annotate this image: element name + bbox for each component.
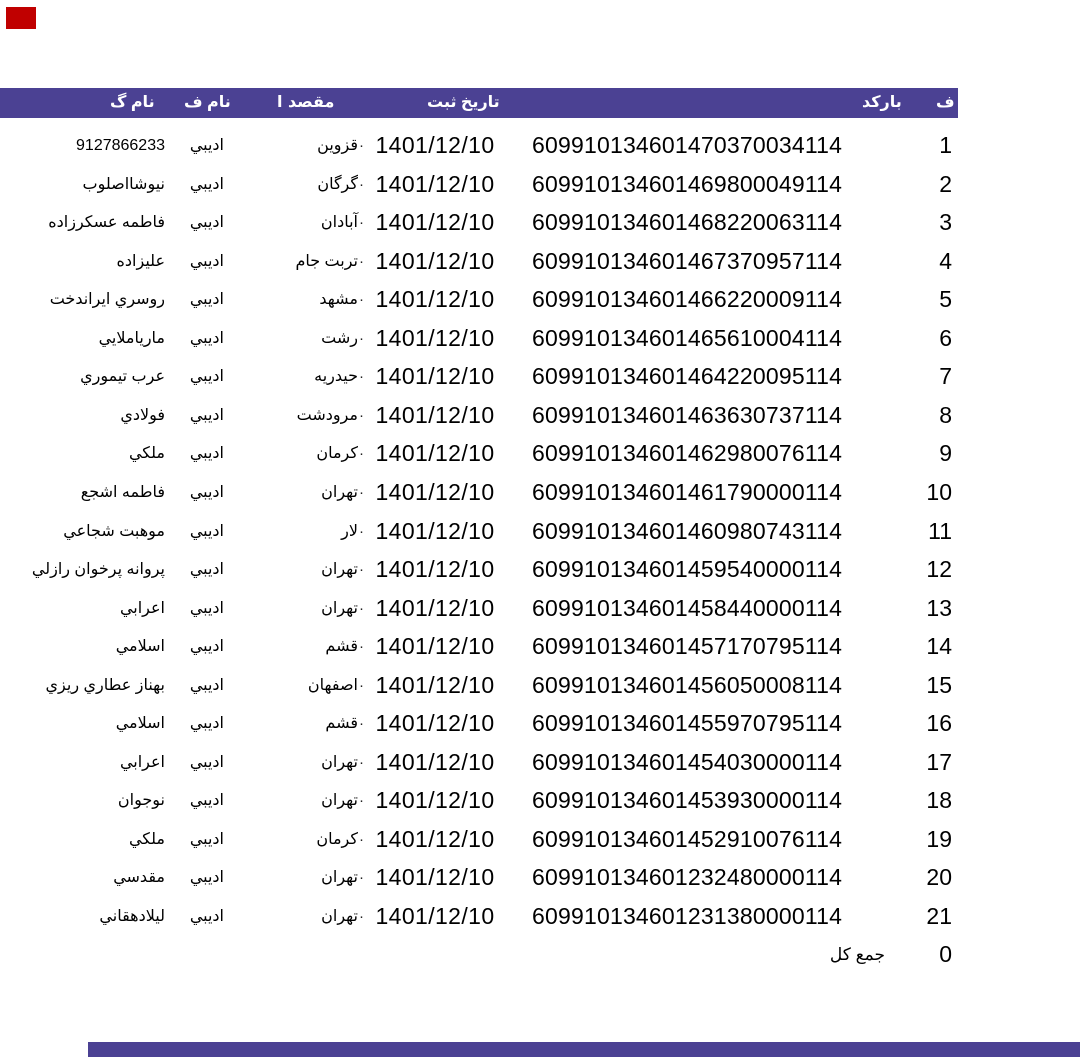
sender-name: اديبي: [189, 638, 224, 656]
receiver-name: عرب تيموري: [80, 368, 165, 386]
barcode-value: 609910134601453930000114: [532, 787, 843, 814]
table-row: [0, 165, 1080, 204]
destination: رشت: [321, 329, 358, 347]
destination: تهران: [321, 908, 358, 925]
register-date: 1401/12/10: [375, 517, 495, 544]
register-date: 1401/12/10: [375, 209, 495, 236]
total-label: جمع كل: [829, 945, 885, 964]
sender-name: اديبي: [189, 329, 224, 347]
table-row: [0, 434, 1080, 473]
destination: تهران: [321, 599, 358, 617]
barcode-value: 609910134601464220095114: [532, 363, 843, 390]
barcode-value: 609910134601465610004114: [532, 324, 843, 351]
table-row: [0, 666, 1080, 705]
barcode-value: 609910134601460980743114: [532, 517, 843, 544]
receiver-name: نوجوان: [117, 792, 165, 810]
column-header-receiver-name: نام گ: [110, 94, 155, 111]
register-date: 1401/12/10: [375, 556, 495, 583]
overflow-dot: ·: [359, 830, 364, 848]
table-row: [0, 743, 1080, 782]
register-date: 1401/12/10: [375, 324, 495, 351]
row-number: 15: [926, 671, 952, 698]
table-header-bar: [0, 88, 958, 118]
destination: آبادان: [320, 214, 358, 232]
overflow-dot: ·: [359, 252, 364, 270]
destination: قشم: [325, 638, 358, 656]
destination: تربت جام: [295, 252, 358, 270]
overflow-dot: ·: [359, 676, 364, 694]
overflow-dot: ·: [359, 175, 364, 193]
table-row: [0, 858, 1080, 897]
column-header-destination-clipped-char: ا: [277, 94, 283, 111]
table-row: [0, 550, 1080, 589]
barcode-value: 609910134601461790000114: [532, 478, 843, 505]
row-number: 18: [926, 787, 952, 814]
receiver-name: روسري ايراندخت: [49, 291, 165, 309]
sender-name: اديبي: [189, 483, 224, 501]
row-number: 11: [928, 517, 952, 544]
column-header-barcode: باركد: [862, 94, 902, 111]
sender-name: اديبي: [189, 406, 224, 424]
register-date: 1401/12/10: [375, 787, 495, 814]
barcode-value: 609910134601454030000114: [532, 748, 843, 775]
table-row: [0, 319, 1080, 358]
overflow-dot: ·: [359, 368, 364, 386]
column-header-row-number: ف: [936, 94, 955, 111]
receiver-name: فاطمه عسكرزاده: [48, 214, 165, 232]
table-row: [0, 473, 1080, 512]
receiver-name: ملكي: [128, 830, 165, 848]
overflow-dot: ·: [359, 792, 364, 810]
barcode-value: 609910134601467370957114: [532, 247, 843, 274]
sender-name: اديبي: [189, 137, 224, 154]
overflow-dot: ·: [359, 908, 364, 925]
overflow-dot: ·: [359, 561, 364, 579]
overflow-dot: ·: [359, 599, 364, 617]
barcode-value: 609910134601463630737114: [532, 401, 843, 428]
row-number: 12: [926, 556, 952, 583]
overflow-dot: ·: [359, 291, 364, 309]
barcode-value: 609910134601452910076114: [532, 825, 843, 852]
register-date: 1401/12/10: [375, 825, 495, 852]
sender-name: اديبي: [189, 291, 224, 309]
barcode-value: 609910134601457170795114: [532, 633, 843, 660]
row-number: 6: [939, 324, 952, 351]
overflow-dot: ·: [359, 137, 364, 154]
row-number: 7: [939, 363, 952, 390]
row-number: 21: [926, 903, 952, 929]
sender-name: اديبي: [189, 445, 224, 463]
destination: تهران: [321, 483, 358, 501]
receiver-name: اعرابي: [119, 753, 165, 771]
barcode-value: 609910134601459540000114: [532, 556, 843, 583]
row-number: 2: [939, 170, 952, 197]
row-number: 14: [926, 633, 952, 660]
receiver-name: عليزاده: [116, 252, 165, 270]
destination: گرگان: [317, 175, 358, 193]
next-page-header-fragment: [88, 1042, 1080, 1057]
register-date: 1401/12/10: [375, 748, 495, 775]
destination: لار: [341, 522, 358, 540]
sender-name: اديبي: [189, 830, 224, 848]
row-number: 5: [939, 286, 952, 313]
receiver-name: مقدسي: [113, 869, 165, 887]
sender-name: اديبي: [189, 676, 224, 694]
total-row: [0, 935, 1080, 974]
overflow-dot: ·: [359, 522, 364, 540]
destination: تهران: [321, 753, 358, 771]
row-number: 20: [926, 864, 952, 891]
row-number: 8: [939, 401, 952, 428]
table-row: [0, 203, 1080, 242]
overflow-dot: ·: [359, 445, 364, 463]
sender-name: اديبي: [189, 753, 224, 771]
register-date: 1401/12/10: [375, 286, 495, 313]
row-number: 10: [926, 478, 952, 505]
register-date: 1401/12/10: [375, 903, 495, 929]
sender-name: اديبي: [189, 561, 224, 579]
sender-name: اديبي: [189, 792, 224, 810]
column-header-sender-name: نام ف: [184, 94, 231, 111]
receiver-name: فاطمه اشجع: [80, 483, 165, 501]
receiver-name: موهبت شجاعي: [63, 522, 165, 540]
receiver-name: ملكي: [128, 445, 165, 463]
column-header-register-date: تاريخ ثبت: [427, 94, 500, 111]
row-number: 13: [926, 594, 952, 621]
receiver-name: اسلامي: [115, 638, 165, 656]
receiver-name: 9127866233: [76, 137, 165, 154]
sender-name: اديبي: [189, 599, 224, 617]
row-number: 9: [939, 440, 952, 467]
sender-name: اديبي: [189, 175, 224, 193]
sender-name: اديبي: [189, 252, 224, 270]
overflow-dot: ·: [359, 715, 364, 733]
row-number: 3: [939, 209, 952, 236]
receiver-name: مارياملايي: [98, 329, 165, 347]
register-date: 1401/12/10: [375, 594, 495, 621]
register-date: 1401/12/10: [375, 633, 495, 660]
destination: حيدريه: [314, 368, 358, 386]
row-number: 16: [926, 710, 952, 737]
register-date: 1401/12/10: [375, 440, 495, 467]
destination: كرمان: [316, 445, 358, 463]
destination: قشم: [325, 715, 358, 733]
overflow-dot: ·: [359, 406, 364, 424]
barcode-value: 609910134601456050008114: [532, 671, 843, 698]
sender-name: اديبي: [189, 214, 224, 232]
overflow-dot: ·: [359, 638, 364, 656]
register-date: 1401/12/10: [375, 864, 495, 891]
column-header-destination: مقصد: [288, 94, 335, 111]
table-row: [0, 589, 1080, 628]
table-row: [0, 704, 1080, 743]
sender-name: اديبي: [189, 869, 224, 887]
destination: تهران: [321, 561, 358, 579]
sender-name: اديبي: [189, 522, 224, 540]
row-number: 4: [939, 247, 952, 274]
destination: كرمان: [316, 830, 358, 848]
barcode-value: 609910134601458440000114: [532, 594, 843, 621]
total-value: 0: [939, 941, 952, 967]
table-row: [0, 396, 1080, 435]
destination: مشهد: [319, 291, 358, 309]
receiver-name: ليلادهقاني: [99, 908, 165, 925]
row-number: 19: [926, 825, 952, 852]
table-row: [0, 280, 1080, 319]
register-date: 1401/12/10: [375, 132, 495, 158]
table-row: [0, 512, 1080, 551]
barcode-value: 609910134601469800049114: [532, 170, 843, 197]
table-row: [0, 897, 1080, 936]
destination: تهران: [321, 869, 358, 887]
sender-name: اديبي: [189, 908, 224, 925]
receiver-name: نيوشااصلوب: [82, 175, 165, 193]
overflow-dot: ·: [359, 214, 364, 232]
table-row: [0, 126, 1080, 165]
register-date: 1401/12/10: [375, 401, 495, 428]
table-row: [0, 820, 1080, 859]
destination: مرودشت: [296, 406, 358, 424]
barcode-value: 609910134601462980076114: [532, 440, 843, 467]
receiver-name: اسلامي: [115, 715, 165, 733]
receiver-name: بهناز عطاري ريزي: [45, 676, 165, 694]
table-row: [0, 357, 1080, 396]
destination: قزوين: [317, 137, 358, 154]
table-row: [0, 781, 1080, 820]
barcode-value: 609910134601468220063114: [532, 209, 843, 236]
sender-name: اديبي: [189, 368, 224, 386]
table-row: [0, 627, 1080, 666]
row-number: 1: [939, 132, 952, 158]
table-row: [0, 242, 1080, 281]
red-marker: [6, 7, 36, 29]
destination: تهران: [321, 792, 358, 810]
register-date: 1401/12/10: [375, 478, 495, 505]
barcode-value: 609910134601466220009114: [532, 286, 843, 313]
barcode-value: 609910134601455970795114: [532, 710, 843, 737]
register-date: 1401/12/10: [375, 170, 495, 197]
overflow-dot: ·: [359, 329, 364, 347]
barcode-value: 609910134601232480000114: [532, 864, 843, 891]
row-number: 17: [926, 748, 952, 775]
receiver-name: اعرابي: [119, 599, 165, 617]
overflow-dot: ·: [359, 483, 364, 501]
overflow-dot: ·: [359, 753, 364, 771]
register-date: 1401/12/10: [375, 363, 495, 390]
receiver-name: پروانه پرخوان رازلي: [31, 561, 165, 579]
register-date: 1401/12/10: [375, 710, 495, 737]
barcode-value: 609910134601470370034114: [532, 132, 843, 158]
sender-name: اديبي: [189, 715, 224, 733]
register-date: 1401/12/10: [375, 671, 495, 698]
receiver-name: فولادي: [120, 406, 165, 424]
barcode-value: 609910134601231380000114: [532, 903, 843, 929]
destination: اصفهان: [307, 676, 358, 694]
overflow-dot: ·: [359, 869, 364, 887]
register-date: 1401/12/10: [375, 247, 495, 274]
